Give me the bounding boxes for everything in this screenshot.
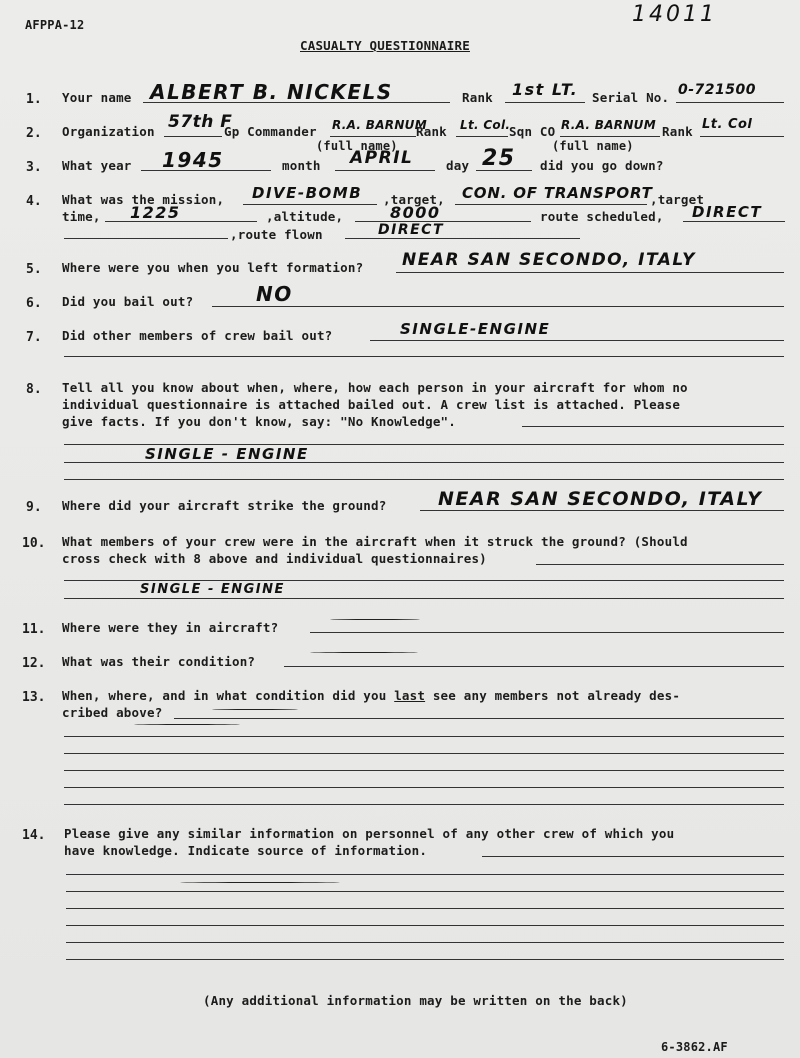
dash-mark	[212, 709, 298, 710]
organization-answer: 57th F	[168, 112, 233, 132]
q8-text-line-1: Tell all you know about when, where, how each person in your aircraft for whom no	[62, 380, 688, 395]
form-number: 6-3862.AF	[661, 1040, 728, 1054]
q10-answer: SINGLE - ENGINE	[140, 582, 285, 597]
squadron-co-label: Sqn CO	[509, 124, 556, 139]
day-label: day	[446, 158, 470, 173]
q8-text-line-2: individual questionnaire is attached bailed out. A crew list is attached. Please	[62, 397, 681, 412]
page-title: CASUALTY QUESTIONNAIRE	[300, 38, 470, 53]
answer-line	[66, 942, 784, 943]
answer-line	[64, 356, 784, 357]
answer-line	[143, 102, 450, 103]
form-code: AFPPA-12	[25, 18, 85, 32]
altitude-label: ,altitude,	[266, 209, 344, 224]
crew-bail-out-label: Did other members of crew bail out?	[62, 328, 333, 343]
bail-out-label: Did you bail out?	[62, 294, 194, 309]
answer-line	[284, 666, 784, 667]
answer-line	[505, 102, 585, 103]
altitude-answer: 8000	[390, 203, 441, 222]
answer-line	[64, 753, 784, 754]
question-number: 6.	[26, 296, 42, 311]
mission-label: What was the mission,	[62, 192, 225, 207]
footer-note: (Any additional information may be written on the back)	[203, 993, 628, 1008]
group-commander-label: Gp Commander	[224, 124, 317, 139]
crew-bail-out-answer: SINGLE-ENGINE	[400, 320, 551, 338]
answer-line	[330, 136, 416, 137]
answer-line	[683, 221, 785, 222]
organization-label: Organization	[62, 124, 155, 139]
question-number: 3.	[26, 160, 42, 175]
answer-line	[243, 204, 377, 205]
answer-line	[476, 170, 532, 171]
q8-answer: SINGLE - ENGINE	[145, 445, 309, 463]
answer-line	[482, 856, 784, 857]
answer-line	[64, 479, 784, 480]
q13-text-line-1: When, where, and in what condition did you last see any members not already des-	[62, 688, 681, 703]
answer-line	[456, 136, 508, 137]
question-number: 8.	[26, 382, 42, 397]
rank-label: Rank	[462, 90, 493, 105]
answer-line	[66, 908, 784, 909]
answer-line	[64, 238, 228, 239]
q10-text-line-2: cross check with 8 above and individual questionnaires)	[62, 551, 487, 566]
q10-text-line-1: What members of your crew were in the aircraft when it struck the ground? (Should	[62, 534, 688, 549]
question-number: 7.	[26, 330, 42, 345]
answer-line	[64, 462, 784, 463]
route-flown-answer: DIRECT	[378, 222, 444, 238]
question-number: 12.	[22, 656, 46, 671]
answer-line	[66, 925, 784, 926]
month-label: month	[282, 158, 321, 173]
mission-answer: DIVE-BOMB	[252, 184, 363, 202]
dash-mark	[134, 724, 240, 725]
question-number: 14.	[22, 828, 46, 843]
year-label: What year	[62, 158, 132, 173]
answer-line	[174, 718, 784, 719]
answer-line	[64, 580, 784, 581]
full-name-caption: (full name)	[552, 139, 634, 153]
q14-text-line-2: have knowledge. Indicate source of information.	[64, 843, 428, 858]
handwritten-file-number: 14011	[632, 2, 717, 27]
left-formation-label: Where were you when you left formation?	[62, 260, 364, 275]
month-answer: APRIL	[350, 148, 414, 168]
squadron-co-answer: R.A. BARNUM	[561, 118, 656, 132]
answer-line	[396, 272, 784, 273]
rank-answer: 1st LT.	[512, 80, 579, 99]
answer-line	[676, 102, 784, 103]
question-number: 2.	[26, 126, 42, 141]
answer-line	[370, 340, 784, 341]
squadron-rank-answer: Lt. Col	[702, 117, 753, 132]
route-scheduled-label: route scheduled,	[540, 209, 664, 224]
answer-line	[64, 598, 784, 599]
target-answer: CON. OF TRANSPORT	[462, 184, 653, 202]
q14-text-line-1: Please give any similar information on personnel of any other crew of which you	[64, 826, 675, 841]
time-label: time,	[62, 209, 101, 224]
bail-out-answer: NO	[256, 282, 293, 306]
year-answer: 1945	[162, 148, 224, 172]
answer-line	[66, 891, 784, 892]
answer-line	[536, 564, 784, 565]
answer-line	[164, 136, 222, 137]
emphasis-last: last	[394, 688, 426, 703]
answer-line	[66, 959, 784, 960]
serial-answer: 0-721500	[678, 82, 756, 98]
answer-line	[455, 204, 647, 205]
dash-mark	[330, 619, 420, 620]
question-number: 5.	[26, 262, 42, 277]
route-flown-label: ,route flown	[230, 227, 323, 242]
route-scheduled-answer: DIRECT	[692, 203, 763, 221]
name-answer: ALBERT B. NICKELS	[150, 80, 393, 104]
full-name-caption: (full name)	[316, 139, 398, 153]
answer-line	[700, 136, 784, 137]
serial-label: Serial No.	[592, 90, 670, 105]
question-number: 9.	[26, 500, 42, 515]
answer-line	[141, 170, 271, 171]
answer-line	[64, 770, 784, 771]
position-in-aircraft-label: Where were they in aircraft?	[62, 620, 279, 635]
answer-line	[560, 136, 660, 137]
target-time-label: ,target	[650, 192, 705, 207]
question-number: 1.	[26, 92, 42, 107]
dash-mark	[310, 652, 418, 653]
strike-ground-label: Where did your aircraft strike the ground?	[62, 498, 387, 513]
answer-line	[420, 510, 784, 511]
answer-line	[345, 238, 580, 239]
group-commander-answer: R.A. BARNUM	[332, 118, 427, 132]
answer-line	[64, 804, 784, 805]
group-rank-label: Rank	[416, 124, 447, 139]
went-down-label: did you go down?	[540, 158, 664, 173]
dash-mark	[180, 882, 340, 883]
question-number: 4.	[26, 194, 42, 209]
time-answer: 1225	[130, 203, 181, 222]
answer-line	[335, 170, 435, 171]
answer-line	[522, 426, 784, 427]
day-answer: 25	[482, 146, 516, 171]
answer-line	[66, 874, 784, 875]
left-formation-answer: NEAR SAN SECONDO, ITALY	[402, 250, 696, 270]
group-rank-answer: Lt. Col.	[460, 118, 511, 132]
strike-ground-answer: NEAR SAN SECONDO, ITALY	[438, 488, 763, 510]
condition-label: What was their condition?	[62, 654, 256, 669]
answer-line	[64, 736, 784, 737]
q8-text-line-3: give facts. If you don't know, say: "No Knowledge".	[62, 414, 457, 429]
question-number: 13.	[22, 690, 46, 705]
question-number: 11.	[22, 622, 46, 637]
answer-line	[310, 632, 784, 633]
answer-line	[105, 221, 257, 222]
squadron-rank-label: Rank	[662, 124, 693, 139]
answer-line	[64, 787, 784, 788]
question-number: 10.	[22, 536, 46, 551]
answer-line	[212, 306, 784, 307]
name-label: Your name	[62, 90, 132, 105]
q13-text-line-2: cribed above?	[62, 705, 163, 720]
target-label: ,target,	[383, 192, 445, 207]
